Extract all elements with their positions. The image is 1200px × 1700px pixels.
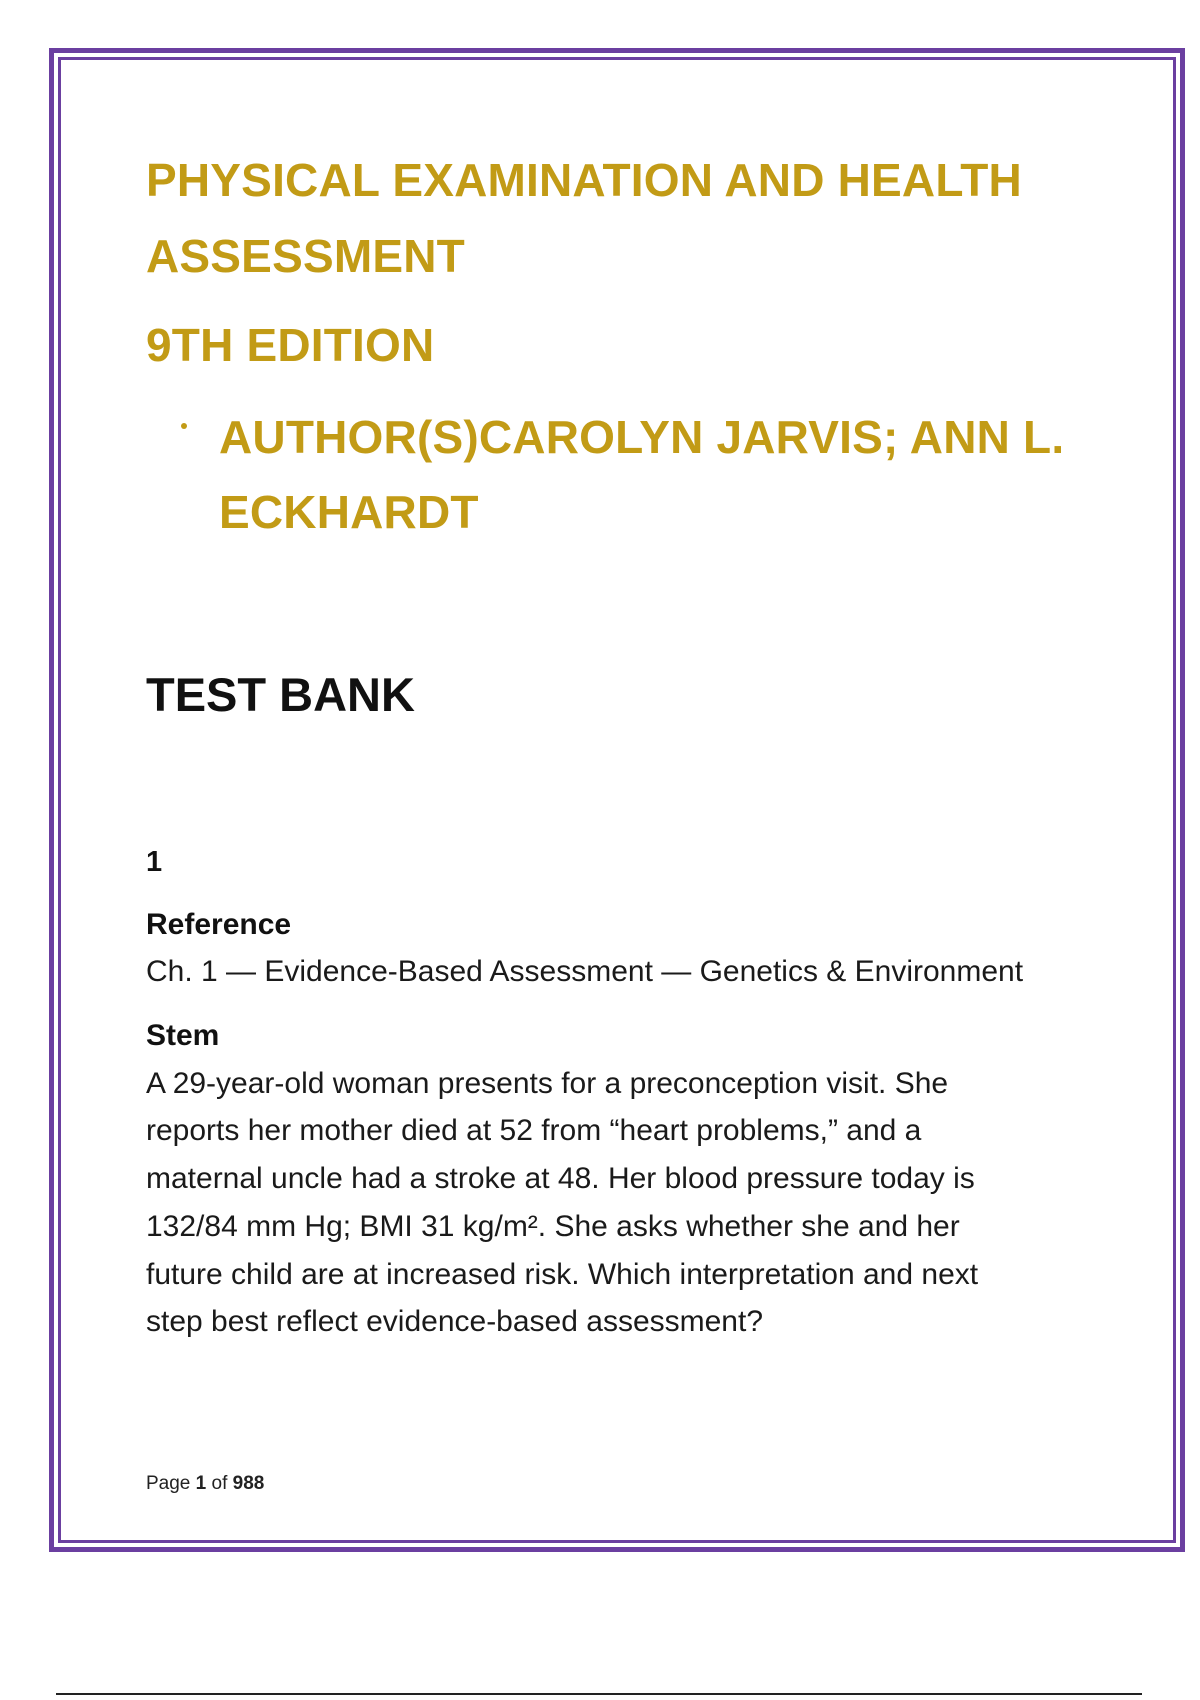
total-pages: 988 [232, 1473, 265, 1494]
page-word: Page [146, 1473, 191, 1494]
document-title-line-1: PHYSICAL EXAMINATION AND HEALTH [146, 154, 1022, 206]
stem-line: reports her mother died at 52 from “heart problems,” and a [146, 1114, 922, 1147]
stem-line: step best reflect evidence-based assessment? [146, 1305, 764, 1338]
author-line-1: AUTHOR(S)CAROLYN JARVIS; ANN L. [219, 411, 1065, 463]
page-footer [146, 1474, 264, 1493]
current-page-number: 1 [195, 1473, 207, 1494]
stem-line: 132/84 mm Hg; BMI 31 kg/m². She asks whether she and her [146, 1210, 960, 1243]
author-line-2: ECKHARDT [219, 486, 479, 538]
stem-line: A 29-year-old woman presents for a preconception visit. She [146, 1067, 949, 1100]
section-heading: TEST BANK [146, 668, 415, 721]
of-word: of [211, 1473, 228, 1494]
question-number: 1 [146, 846, 163, 878]
stem-line: future child are at increased risk. Which interpretation and next [146, 1258, 979, 1291]
edition-label: 9TH EDITION [146, 319, 435, 371]
bullet-icon [181, 423, 187, 429]
stem-line: maternal uncle had a stroke at 48. Her blood pressure today is [146, 1162, 975, 1195]
reference-text: Ch. 1 — Evidence-Based Assessment — Genetics & Environment [146, 955, 1024, 988]
reference-label: Reference [146, 908, 292, 941]
document-title-line-2: ASSESSMENT [146, 230, 465, 282]
stem-label: Stem [146, 1019, 220, 1052]
bottom-divider [56, 1693, 1142, 1695]
